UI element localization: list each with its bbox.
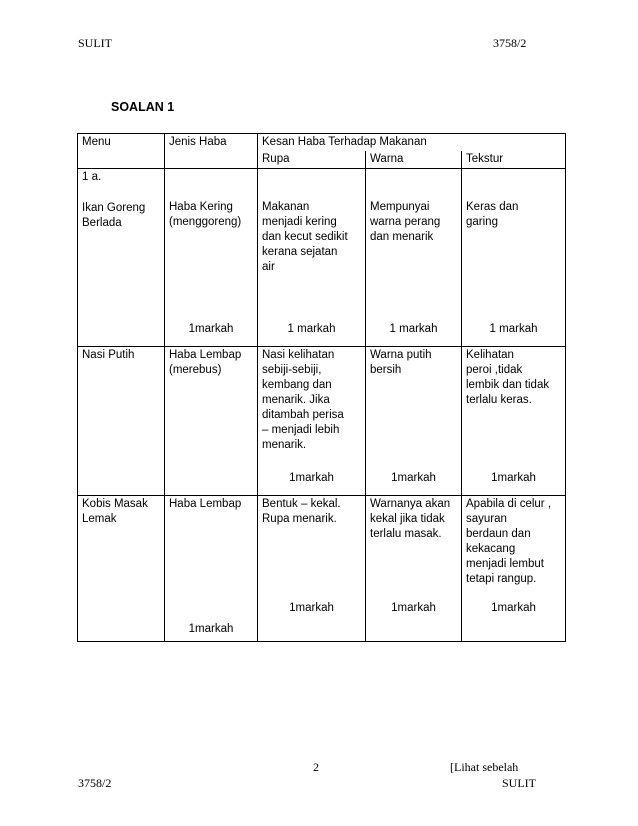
row3-warna — [366, 496, 462, 589]
table-row-marks — [78, 588, 566, 642]
tekstur-line: sayuran — [466, 513, 507, 525]
mark-label: 1markah — [289, 472, 334, 484]
question-label: 1 a. — [82, 171, 102, 183]
turn-over-note: [Lihat sebelah — [450, 760, 519, 774]
menu-line: Kobis Masak — [82, 498, 148, 510]
jenis-line: Haba Lembap — [169, 349, 242, 361]
warna-line: dan menarik — [370, 231, 434, 243]
mark-label: 1markah — [491, 602, 536, 614]
answer-table — [77, 133, 566, 642]
row1-warna — [366, 169, 462, 277]
warna-line: Warnanya akan — [370, 498, 451, 510]
menu-line: Ikan Goreng — [82, 202, 146, 214]
row2-jenis — [165, 347, 258, 455]
header-rupa: Rupa — [258, 151, 366, 169]
table-row-marks — [78, 454, 566, 496]
rupa-line: menarik. Jika — [262, 394, 330, 406]
row2-menu — [78, 347, 165, 455]
rupa-line: – menjadi lebih — [262, 424, 340, 436]
row2-tekstur — [462, 347, 566, 455]
page-number: 2 — [313, 760, 319, 774]
row1-tekstur — [462, 169, 566, 277]
header-confidential-label: SULIT — [78, 36, 112, 50]
mark-label: 1markah — [188, 623, 234, 635]
header-tekstur: Tekstur — [462, 151, 566, 169]
rupa-line: Bentuk – kekal. — [262, 498, 341, 510]
row2-warna — [366, 347, 462, 455]
rupa-line: dan kecut sedikit — [262, 231, 348, 243]
header-warna: Warna — [366, 151, 462, 169]
tekstur-line: Apabila di celur , — [466, 498, 552, 510]
table-header-row — [78, 134, 566, 152]
tekstur-line: Keras dan — [466, 201, 519, 213]
mark-label: 1 markah — [389, 323, 438, 335]
warna-line: terlalu masak. — [370, 528, 442, 540]
table-row-marks — [78, 276, 566, 347]
footer-confidential-label: SULIT — [502, 776, 536, 790]
row3-jenis — [165, 496, 258, 589]
tekstur-line: garing — [466, 216, 498, 228]
mark-label: 1 markah — [489, 323, 538, 335]
mark-label: 1markah — [391, 472, 436, 484]
header-kesan-haba: Kesan Haba Terhadap Makanan — [258, 134, 566, 152]
row3-tekstur — [462, 496, 566, 589]
rupa-line: sebiji-sebiji, — [262, 364, 322, 376]
warna-line: kekal jika tidak — [370, 513, 445, 525]
row1-menu — [78, 169, 165, 277]
warna-line: bersih — [370, 364, 402, 376]
menu-line: Berlada — [82, 217, 122, 229]
header-menu: Menu — [78, 134, 165, 169]
rupa-line: ditambah perisa — [262, 409, 344, 421]
mark-label: 1markah — [289, 602, 334, 614]
row3-menu — [78, 496, 165, 589]
row2-rupa — [258, 347, 366, 455]
jenis-line: Haba Kering — [169, 201, 233, 213]
table-row — [78, 347, 566, 455]
tekstur-line: Kelihatan — [466, 349, 514, 361]
rupa-line: kembang dan — [262, 379, 332, 391]
jenis-line: Haba Lembap — [169, 498, 242, 510]
tekstur-line: lembik dan tidak — [466, 379, 550, 391]
warna-line: Warna putih — [370, 349, 432, 361]
table-row — [78, 496, 566, 589]
table-row — [78, 169, 566, 277]
mark-label: 1markah — [491, 472, 536, 484]
row1-jenis — [165, 169, 258, 277]
header-jenis-haba: Jenis Haba — [165, 134, 258, 169]
row1-rupa — [258, 169, 366, 277]
jenis-line: (merebus) — [169, 364, 222, 376]
tekstur-line: tetapi rangup. — [466, 573, 537, 585]
tekstur-line: menjadi lembut — [466, 558, 544, 570]
menu-line: Lemak — [82, 513, 117, 525]
rupa-line: Makanan — [262, 201, 310, 213]
menu-line: Nasi Putih — [82, 349, 135, 361]
rupa-line: Nasi kelihatan — [262, 349, 335, 361]
tekstur-line: peroi ,tidak — [466, 364, 523, 376]
tekstur-line: terlalu keras. — [466, 394, 532, 406]
jenis-line: (menggoreng) — [169, 216, 242, 228]
rupa-line: menarik. — [262, 439, 307, 451]
mark-label: 1markah — [188, 323, 234, 335]
tekstur-line: berdaun dan — [466, 528, 531, 540]
mark-label: 1markah — [391, 602, 436, 614]
rupa-line: kerana sejatan — [262, 246, 338, 258]
section-title: SOALAN 1 — [111, 100, 175, 114]
mark-label: 1 markah — [287, 323, 336, 335]
rupa-line: menjadi kering — [262, 216, 337, 228]
warna-line: warna perang — [370, 216, 441, 228]
rupa-line: Rupa menarik. — [262, 513, 337, 525]
warna-line: Mempunyai — [370, 201, 430, 213]
header-paper-code: 3758/2 — [493, 36, 527, 50]
footer-paper-code: 3758/2 — [78, 776, 112, 790]
rupa-line: air — [262, 261, 275, 273]
row3-rupa — [258, 496, 366, 589]
tekstur-line: kekacang — [466, 543, 516, 555]
